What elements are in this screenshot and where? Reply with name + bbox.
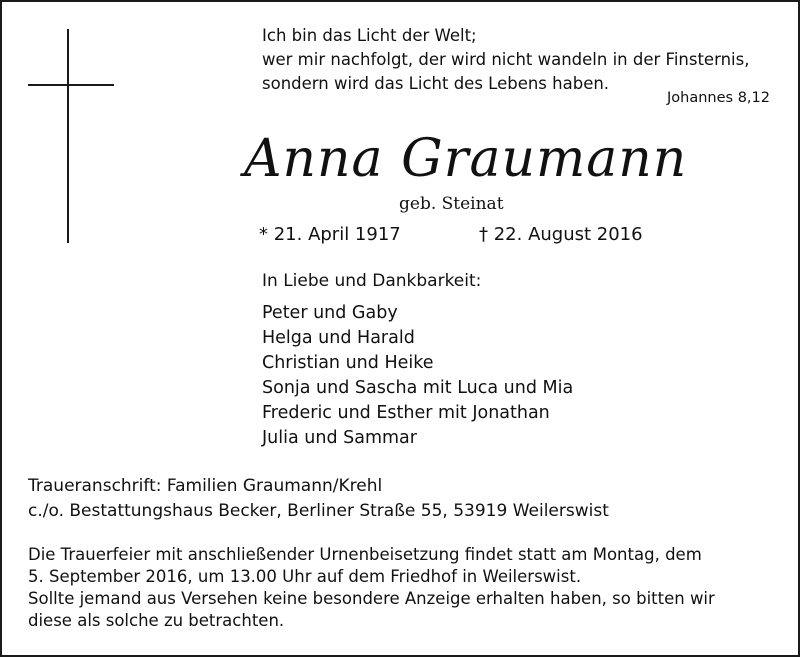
mourner-item: Sonja und Sascha mit Luca und Mia xyxy=(262,378,574,398)
mourner-item: Helga und Harald xyxy=(262,328,415,348)
mourners-list xyxy=(262,301,573,451)
mourners-intro: In Liebe und Dankbarkeit: xyxy=(262,271,482,291)
address-line: Traueranschrift: Familien Graumann/Krehl xyxy=(28,476,383,496)
mourner-item: Frederic und Esther mit Jonathan xyxy=(262,403,550,423)
notice-line: Sollte jemand aus Versehen keine besondere Anzeige erhalten haben, so bitten wir xyxy=(28,589,715,608)
bible-verse xyxy=(262,24,782,96)
deceased-name: Anna Graumann xyxy=(244,129,688,189)
mourner-item: Julia und Sammar xyxy=(262,428,417,448)
notice-line: diese als solche zu betrachten. xyxy=(28,611,285,630)
funeral-notice xyxy=(28,544,715,632)
cross-vertical-bar xyxy=(67,29,69,243)
verse-line: wer mir nachfolgt, der wird nicht wandeln in der Finsternis, xyxy=(262,50,750,69)
verse-line: sondern wird das Licht des Lebens haben. xyxy=(262,74,610,93)
cross-horizontal-bar xyxy=(28,84,114,86)
verse-reference: Johannes 8,12 xyxy=(667,90,770,106)
birth-date: * 21. April 1917 xyxy=(259,224,401,245)
verse-line: Ich bin das Licht der Welt; xyxy=(262,26,477,45)
birth-name: geb. Steinat xyxy=(399,194,504,214)
mourner-item: Peter und Gaby xyxy=(262,303,398,323)
mourner-item: Christian und Heike xyxy=(262,353,434,373)
notice-line: Die Trauerfeier mit anschließender Urnenbeisetzung findet statt am Montag, dem xyxy=(28,545,702,564)
address-line: c./o. Bestattungshaus Becker, Berliner Straße 55, 53919 Weilerswist xyxy=(28,501,609,521)
death-date: † 22. August 2016 xyxy=(479,224,643,245)
notice-line: 5. September 2016, um 13.00 Uhr auf dem Friedhof in Weilerswist. xyxy=(28,567,582,586)
mourning-address xyxy=(28,474,609,524)
